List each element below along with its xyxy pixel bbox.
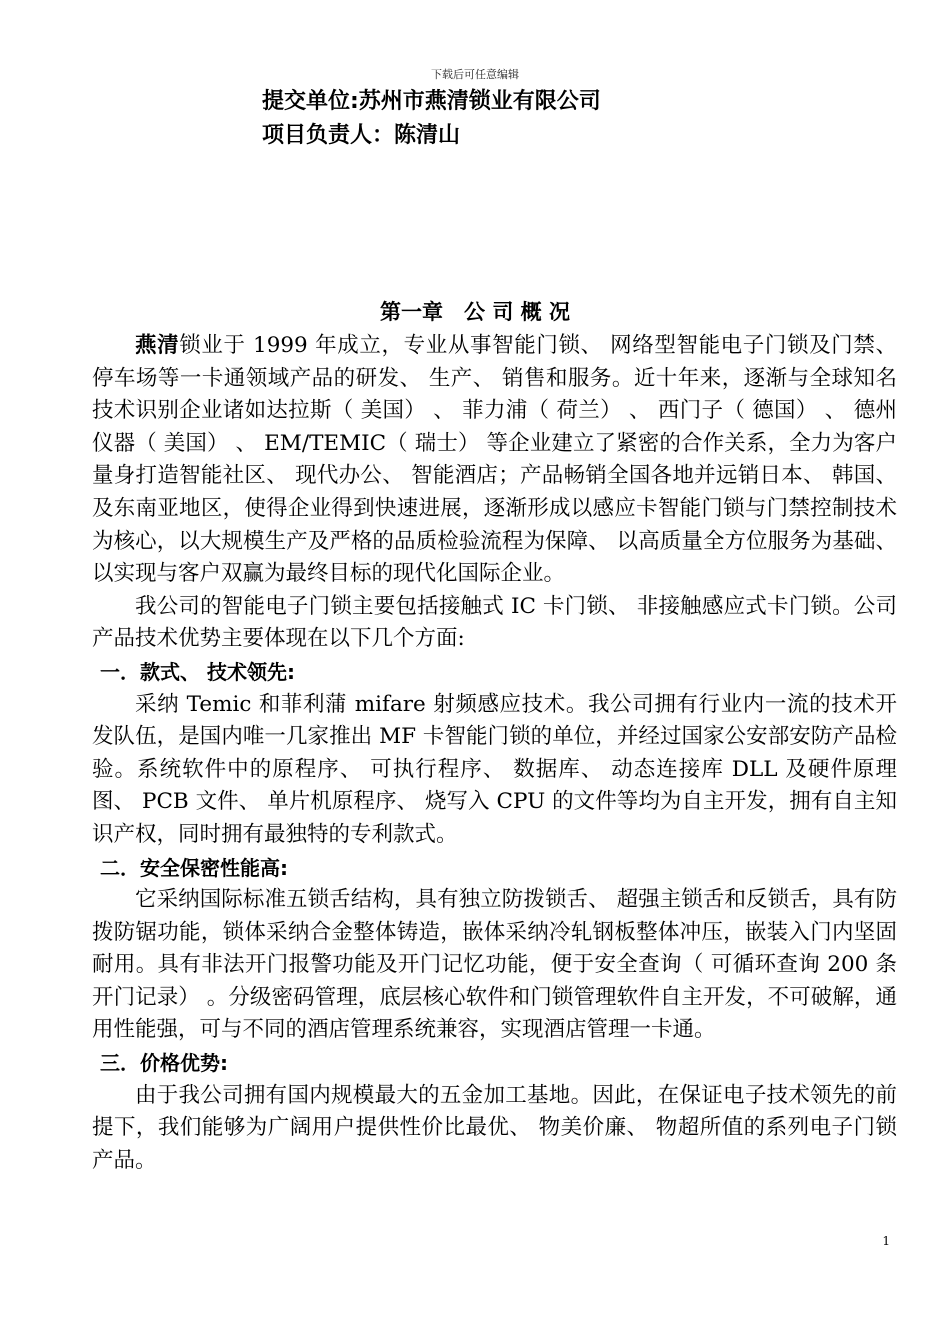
section-heading-price: 三．价格优势:	[100, 1051, 228, 1076]
intro-paragraph	[92, 330, 897, 591]
summary-paragraph: 我公司的智能电子门锁主要包括接触式 IC 卡门锁、 非接触感应式卡门锁。公司产品技术优势主要体现在以下几个方面:	[92, 593, 897, 652]
submit-unit-line: 提交单位:苏州市燕清锁业有限公司	[262, 89, 601, 114]
section-text-price: 由于我公司拥有国内规模最大的五金加工基地。因此，在保证电子技术领先的前提下，我们能够为广阔用户提供性价比最优、 物美价廉、 物超所值的系列电子门锁产品。	[92, 1082, 897, 1173]
body-text	[92, 330, 897, 1177]
header-note: 下载后可任意编辑	[431, 68, 519, 81]
section-text-security: 它采纳国际标准五锁舌结构，具有独立防拨锁舌、 超强主锁舌和反锁舌，具有防拨防锯功能，锁体采纳合金整体铸造，嵌体采纳冷轧钢板整体冲压，嵌装入门内坚固耐用。具有非法开门报警功能及开门记忆功能，便于安全查询（ 可循环查询 200 条开门记录） 。分级密码管理，底层核心软件和门锁管理软件自主开发，不可破解，通用性能强，可与不同的酒店管理系统兼容，实现酒店管理一卡通。	[92, 887, 897, 1043]
intro-lead: 燕清	[135, 333, 180, 358]
section-heading-security: 二．安全保密性能高:	[100, 855, 288, 880]
section-text-style: 采纳 Temic 和菲利蒲 mifare 射频感应技术。我公司拥有行业内一流的技术开发队伍，是国内唯一几家推出 MF 卡智能门锁的单位，并经过国家公安部安防产品检验。系统软件中的原程序、 可执行程序、 数据库、 动态连接库 DLL 及硬件原理图、 PCB 文件、 单片机原程序、 烧写入 CPU 的文件等均为自主开发，拥有自主知识产权，同时拥有最独特的专利款式。	[92, 691, 897, 847]
section-heading-style: 一．款式、 技术领先:	[100, 659, 295, 684]
chapter-title: 第一章 公 司 概 况	[380, 300, 570, 324]
project-lead-line: 项目负责人：陈清山	[262, 123, 461, 148]
page-number: 1	[882, 1234, 890, 1248]
intro-text: 锁业于 1999 年成立，专业从事智能门锁、 网络型智能电子门锁及门禁、 停车场等一卡通领域产品的研发、 生产、 销售和服务。近十年来，逐渐与全球知名技术识别企业诸如达拉斯（ 美国） 、 菲力浦（ 荷兰） 、 西门子（ 德国） 、 德州仪器（ 美国） 、 EM/TEMIC（ 瑞士） 等企业建立了紧密的合作关系，全力为客户量身打造智能社区、 现代办公、 智能酒店；产品畅销全国各地并远销日本、 韩国、 及东南亚地区，使得企业得到快速进展，逐渐形成以感应卡智能门锁与门禁控制技术为核心，以大规模生产及严格的品质检验流程为保障、 以高质量全方位服务为基础、 以实现与客户双赢为最终目标的现代化国际企业。	[92, 333, 897, 587]
